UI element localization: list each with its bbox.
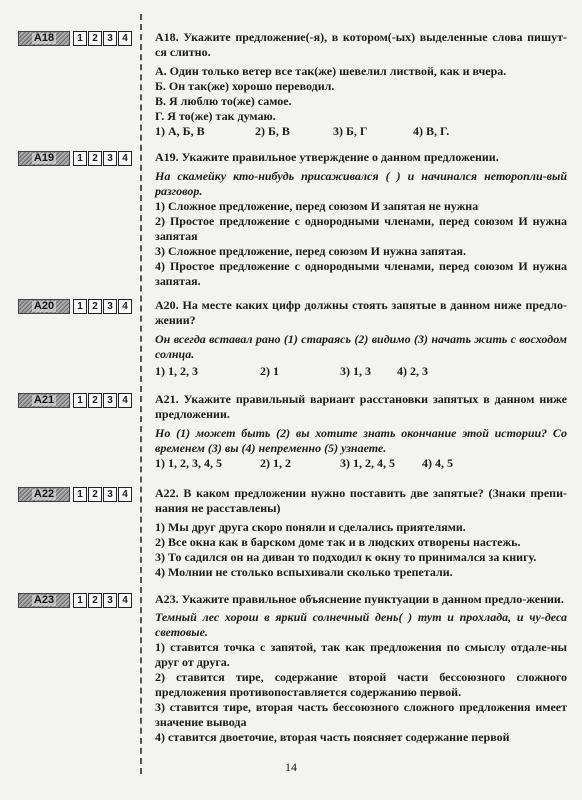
question-title: А19. Укажите правильное утверждение о данном предложении. [155, 150, 499, 164]
option-line: 3) То садился он на диван то подходил к окну то принимался за книгу. [155, 550, 537, 564]
option-line: 3) ставится тире, вторая часть бессоюзного сложного предложения имеет значение вывода [155, 700, 567, 729]
page-number: 14 [285, 760, 297, 774]
answer-box-1[interactable]: 1 [73, 487, 87, 502]
answer-choices [155, 364, 567, 379]
example-sentence: На скамейку кто-нибудь присаживался ( ) и начинался неторопли-вый разговор. [155, 169, 567, 198]
answer-box-3[interactable]: 3 [103, 593, 117, 608]
answer-box-1[interactable]: 1 [73, 299, 87, 314]
answer-box-3[interactable]: 3 [103, 299, 117, 314]
question-tag [18, 592, 132, 609]
option-line: 3) Сложное предложение, перед союзом И нужна запятая. [155, 244, 466, 258]
question-body [155, 298, 567, 379]
question-tag [18, 30, 132, 47]
answer-boxes [72, 31, 132, 46]
question-body [155, 150, 567, 289]
question-title: А22. В каком предложении нужно поставить две запятые? (Знаки препи-нания не расставлены) [155, 486, 568, 515]
answer-boxes [72, 487, 132, 502]
answer-box-3[interactable]: 3 [103, 393, 117, 408]
answer-box-1[interactable]: 1 [73, 593, 87, 608]
question-body [155, 592, 567, 745]
answer-box-1[interactable]: 1 [73, 393, 87, 408]
answer-choice: 1) 1, 2, 3, 4, 5 [155, 456, 222, 470]
tag-label: A22 [18, 487, 70, 502]
option-line: 2) Простое предложение с однородными членами, перед союзом И нужна запятая [155, 214, 567, 243]
answer-boxes [72, 151, 132, 166]
question-body [155, 30, 567, 139]
option-line: Г. Я то(же) так думаю. [155, 109, 276, 123]
answer-box-4[interactable]: 4 [118, 151, 132, 166]
option-line: 1) Сложное предложение, перед союзом И запятая не нужна [155, 199, 479, 213]
question-body [155, 392, 567, 471]
tag-label: A21 [18, 393, 70, 408]
answer-box-1[interactable]: 1 [73, 31, 87, 46]
answer-boxes [72, 593, 132, 608]
dashed-cut-line [140, 14, 142, 774]
question-tag [18, 486, 132, 503]
answer-box-4[interactable]: 4 [118, 593, 132, 608]
answer-choices [155, 456, 567, 471]
tag-label: A19 [18, 151, 70, 166]
answer-choice: 1) 1, 2, 3 [155, 364, 198, 378]
tag-label: A18 [18, 31, 70, 46]
option-line: 2) Все окна как в барском доме так и в людских отворены настежь. [155, 535, 521, 549]
question-tag [18, 298, 132, 315]
question-title: А18. Укажите предложение(-я), в котором(-ых) выделенные слова пишут-ся слитно. [155, 30, 567, 59]
question-title: А23. Укажите правильное объяснение пунктуации в данном предло-жении. [155, 592, 564, 606]
question-tag [18, 392, 132, 409]
answer-box-2[interactable]: 2 [88, 151, 102, 166]
answer-box-3[interactable]: 3 [103, 31, 117, 46]
option-line: В. Я люблю то(же) самое. [155, 94, 292, 108]
question-title: А21. Укажите правильный вариант расстановки запятых в данном ниже предложении. [155, 392, 568, 421]
example-sentence: Но (1) может быть (2) вы хотите знать окончание этой истории? Со временем (3) вы (4) непременно (5) узнаете. [155, 426, 567, 455]
answer-box-4[interactable]: 4 [118, 31, 132, 46]
option-line: 1) ставится точка с запятой, так как предложения по смыслу отдале-ны друг от друга. [155, 640, 567, 669]
answer-box-4[interactable]: 4 [118, 299, 132, 314]
answer-choice: 1) А, Б, В [155, 124, 205, 138]
answer-box-2[interactable]: 2 [88, 299, 102, 314]
option-line: 4) Простое предложение с однородными членами, перед союзом И нужна запятая. [155, 259, 567, 288]
answer-box-3[interactable]: 3 [103, 487, 117, 502]
example-sentence: Темный лес хорош в яркий солнечный день( ) тут и прохлада, и чу-деса световые. [155, 610, 567, 639]
question-body [155, 486, 567, 580]
question-tag [18, 150, 132, 167]
example-sentence: Он всегда вставал рано (1) стараясь (2) видимо (3) начать жить с восходом солнца. [155, 332, 567, 361]
tag-label: A23 [18, 593, 70, 608]
answer-choice: 3) 1, 2, 4, 5 [340, 456, 395, 470]
answer-boxes [72, 299, 132, 314]
answer-box-1[interactable]: 1 [73, 151, 87, 166]
option-line: 2) ставится тире, содержание второй части бессоюзного сложного предложения противопоставляется содержанию первой. [155, 670, 567, 699]
answer-choice: 3) 1, 3 [340, 364, 371, 378]
option-line: 4) Молнии не столько вспыхивали сколько трепетали. [155, 565, 453, 579]
answer-choices [155, 124, 567, 139]
answer-box-4[interactable]: 4 [118, 487, 132, 502]
answer-boxes [72, 393, 132, 408]
answer-choice: 2) Б, В [255, 124, 290, 138]
answer-box-3[interactable]: 3 [103, 151, 117, 166]
answer-choice: 3) Б, Г [333, 124, 368, 138]
answer-box-2[interactable]: 2 [88, 487, 102, 502]
option-line: 4) ставится двоеточие, вторая часть поясняет содержание первой [155, 730, 510, 744]
option-line: Б. Он так(же) хорошо переводил. [155, 79, 335, 93]
answer-choice: 4) 2, 3 [397, 364, 428, 378]
answer-box-2[interactable]: 2 [88, 31, 102, 46]
option-line: 1) Мы друг друга скоро поняли и сделались приятелями. [155, 520, 466, 534]
answer-choice: 4) В, Г. [413, 124, 450, 138]
answer-box-2[interactable]: 2 [88, 593, 102, 608]
option-line: А. Один только ветер все так(же) шевелил листвой, как и вчера. [155, 64, 507, 78]
answer-box-2[interactable]: 2 [88, 393, 102, 408]
tag-label: A20 [18, 299, 70, 314]
answer-box-4[interactable]: 4 [118, 393, 132, 408]
question-title: А20. На месте каких цифр должны стоять запятые в данном ниже предло-жении? [155, 298, 568, 327]
answer-choice: 4) 4, 5 [422, 456, 453, 470]
answer-choice: 2) 1, 2 [260, 456, 291, 470]
answer-choice: 2) 1 [260, 364, 279, 378]
